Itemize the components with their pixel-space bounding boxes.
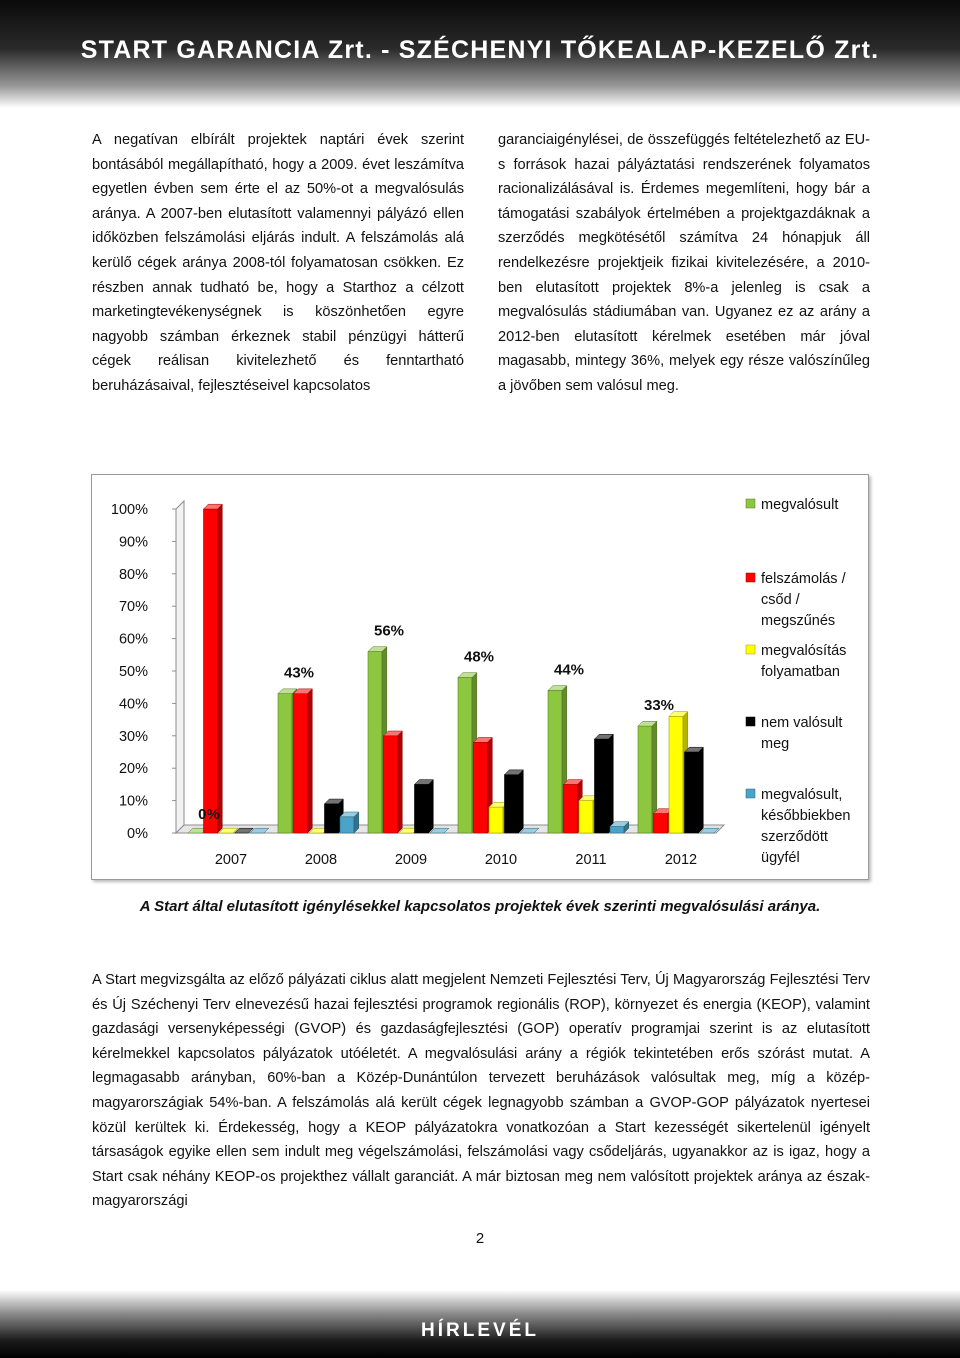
bar-front [638, 726, 652, 833]
legend-swatch [746, 789, 755, 798]
bar-front [489, 807, 503, 833]
footer-title: HÍRLEVÉL [421, 1320, 539, 1341]
bar-front [505, 775, 519, 833]
bar-front [415, 784, 429, 833]
y-tick-label: 90% [118, 534, 148, 551]
column-left-paragraph: A negatívan elbírált projektek naptári évek szerint bontásából megállapítható, hogy a 2009. évet leszámítva egyetlen évben sem érte el az 50%-ot a megvalósulás aránya. A 2007-ben elutasított valamennyi pályázó ellen időközben felszámolási eljárás indult. A felszámolás alá kerülő cégek aránya 2008-tól folyamatosan csökken. Ez részben annak tudható be, hogy a Starthoz a célzott marketingtevékenységnek is köszönhetően egyre nagyobb számban érkeznek stabil pénzügyi hátterű cégek reálisan kivitelezhető és fenntartható beruházásaival, fejlesztéseivel kapcsolatos [92, 132, 464, 394]
legend-label: nem valósult [761, 715, 843, 731]
bar-side [609, 734, 614, 833]
x-tick-label: 2011 [575, 852, 607, 868]
chart-side-wall [176, 501, 184, 833]
page-header [0, 0, 960, 108]
data-label: 43% [283, 664, 315, 682]
y-tick-label: 50% [118, 664, 148, 680]
chart-frame [91, 474, 869, 880]
legend-label: meg [761, 736, 790, 752]
data-label: 44% [553, 661, 585, 679]
bar-front [610, 827, 624, 833]
legend-swatch [746, 645, 755, 654]
legend-label: megszűnés [761, 613, 836, 629]
y-tick-label: 20% [118, 761, 148, 778]
bar-side [218, 504, 223, 833]
page-number: 2 [475, 1230, 485, 1247]
x-tick-label: 2010 [484, 852, 518, 868]
legend-label: ügyfél [761, 850, 800, 866]
legend-swatch [746, 573, 755, 582]
legend-swatch [746, 499, 755, 508]
x-tick-label: 2009 [394, 852, 428, 868]
bar-side [429, 780, 434, 833]
legend-label: felszámolás / [761, 571, 846, 587]
chart-caption: A Start által elutasított igénylésekkel kapcsolatos projektek évek szerinti megvalósulási aránya. [139, 898, 821, 915]
bar-front [204, 509, 218, 833]
y-tick-label: 100% [110, 502, 148, 518]
data-label: 33% [643, 697, 675, 715]
x-tick-label: 2012 [664, 852, 698, 868]
legend-label: későbbiekben [761, 808, 851, 824]
y-tick-label: 10% [118, 793, 148, 810]
realization-rate-chart [92, 475, 868, 879]
legend-label: megvalósítás [761, 643, 847, 659]
data-label: 0% [198, 806, 220, 823]
bar-front [278, 694, 292, 833]
bar-front [340, 817, 354, 833]
y-tick-label: 80% [118, 566, 148, 583]
bar-front [685, 752, 699, 833]
y-tick-label: 40% [118, 696, 148, 713]
y-tick-label: 0% [127, 826, 148, 842]
y-tick-label: 60% [118, 631, 148, 648]
legend-swatch [746, 717, 755, 726]
bar-front [654, 814, 668, 833]
bar-front [579, 801, 593, 833]
bar-front [294, 694, 308, 833]
y-tick-label: 30% [118, 728, 148, 745]
bar-side [519, 770, 524, 833]
bar-front [548, 690, 562, 833]
bar-front [368, 652, 382, 833]
legend-label: csőd / [761, 592, 800, 608]
bar-side [398, 731, 403, 833]
bar-front [384, 736, 398, 833]
legend-label: megvalósult, [761, 787, 843, 803]
legend-label: szerződött [761, 829, 828, 845]
legend-label: folyamatban [761, 664, 840, 680]
column-right-paragraph: garanciaigénylései, de összefüggés feltételezhető az EU-s források hazai pályáztatási rendszerének folyamatos racionalizálásával is. Érdemes megemlíteni, hogy bár a támogatási szabályok értelmében a projektgazdáknak a szerződés megkötésétől számítva 24 hónapjuk áll rendelkezésre projektjeik fizikai kivitelezésére, a 2010-ben elutasított projektek 8%-a jelenleg is csak a megvalósulás stádiumában van. Ugyanez ez az arány a 2012-ben elutasított kérelmek esetében már jóval magasabb, mintegy 36%, melyek egy része valószínűleg a jövőben sem valósul meg. [498, 132, 870, 394]
bar-side [699, 747, 704, 833]
page-footer [0, 1290, 960, 1358]
x-tick-label: 2008 [304, 852, 338, 868]
data-label: 56% [373, 622, 405, 640]
bar-front [474, 742, 488, 833]
bar-front [564, 784, 578, 833]
bar-side [308, 689, 313, 833]
bar-front [669, 716, 683, 833]
x-tick-label: 2007 [214, 852, 248, 868]
bar-front [458, 677, 472, 833]
header-title: START GARANCIA Zrt. - SZÉCHENYI TŐKEALAP-KEZELŐ Zrt. [80, 36, 880, 64]
bar-front [325, 804, 339, 833]
data-label: 48% [463, 648, 495, 666]
y-tick-label: 70% [118, 599, 148, 616]
legend-label: megvalósult [761, 497, 839, 513]
body-paragraph: A Start megvizsgálta az előző pályázati ciklus alatt megjelent Nemzeti Fejlesztési Terv, Új Magyarország Fejlesztési Terv és Új Széchenyi Terv elnevezésű hazai fejlesztési programok regionális (ROP), környezet és energia (KEOP), valamint gazdasági versenyképességi (GVOP) és gazdaságfejlesztési (GOP) operatív programjai szerint is az elutasított kérelmekkel kapcsolatos pályázatok utóéletét. A megvalósulási arány a régiók tekintetében erős szórást mutat. A legmagasabb arányban, 60%-ban a Közép-Dunántúlon tervezett beruházások valósultak meg, míg a közép-magyarországiak 54%-ban. A felszámolás alá került cégek legnagyobb számban a GVOP-GOP pályázatok nyertesei közül kerültek ki. Érdekesség, hogy a KEOP pályázatokra vonatkozóan a Start kezességét sikertelenül igényelt társaságok egyike ellen sem indult meg végelszámolási, felszámolási vagy csődeljárás, ugyanakkor az is igaz, hogy a Start csak néhány KEOP-os projekthez vállalt garanciát. A már biztosan meg nem valósított projektek aránya az észak- magyarországi [92, 972, 870, 1210]
bar-front [595, 739, 609, 833]
